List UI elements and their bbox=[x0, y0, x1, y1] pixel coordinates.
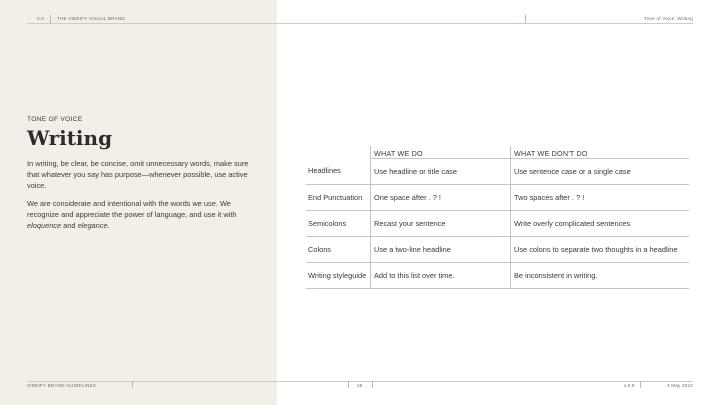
footer-rule bbox=[27, 381, 693, 382]
values-emphasis-eloquence: eloquence bbox=[27, 221, 62, 230]
header-section-title: THE VINEIFY VISUAL BRAND bbox=[57, 16, 125, 21]
table-header-blank bbox=[306, 146, 371, 159]
values-emphasis-elegance: elegance bbox=[77, 221, 108, 230]
footer-divider bbox=[372, 381, 373, 388]
header-divider bbox=[50, 15, 51, 23]
header-breadcrumb: Tone of Voice: Writing bbox=[644, 16, 693, 21]
footer-date: 3 May 2022 bbox=[666, 383, 693, 388]
intro-paragraph: In writing, be clear, be concise, omit unnecessary words, make sure that whatever you say has purpose—whenever possible, use active voice. bbox=[27, 159, 249, 190]
header-page-ref: 0.0 bbox=[37, 16, 44, 21]
header-rule bbox=[27, 23, 693, 24]
table-header-dont: WHAT WE DON'T DO bbox=[511, 146, 690, 159]
header-divider-right bbox=[525, 15, 526, 23]
row-dont-cell: Two spaces after . ? ! bbox=[511, 185, 690, 211]
row-label: Semicolons bbox=[306, 211, 371, 237]
row-dont-cell: Use colons to separate two thoughts in a headline bbox=[511, 237, 690, 263]
row-do-cell: Use a two-line headline bbox=[371, 237, 511, 263]
row-do-cell: One space after . ? ! bbox=[371, 185, 511, 211]
table-row bbox=[306, 237, 689, 263]
values-paragraph bbox=[27, 198, 252, 231]
footer-divider bbox=[132, 381, 133, 388]
table-header-row bbox=[306, 146, 689, 159]
footer-divider bbox=[348, 381, 349, 388]
footer-doc-title: VINEIFY BRAND GUIDELINES bbox=[27, 383, 97, 388]
table-row bbox=[306, 159, 689, 185]
row-do-cell: Use headline or title case bbox=[371, 159, 511, 185]
row-label: Headlines bbox=[306, 159, 371, 185]
section-kicker: TONE OF VOICE bbox=[27, 116, 83, 123]
row-do-cell: Recast your sentence bbox=[371, 211, 511, 237]
row-dont-cell: Write overly complicated sentences bbox=[511, 211, 690, 237]
table-header-do: WHAT WE DO bbox=[371, 146, 511, 159]
row-label: Writing styleguide bbox=[306, 263, 371, 289]
footer-divider bbox=[640, 381, 641, 388]
values-paragraph-lead: We are considerate and intentional with the words we use. We recognize and appreciate the power of language, and use it with bbox=[27, 199, 237, 219]
values-paragraph-mid: and bbox=[61, 221, 78, 230]
page-title: Writing bbox=[27, 126, 113, 150]
table-row bbox=[306, 263, 689, 289]
row-do-cell: Add to this list over time. bbox=[371, 263, 511, 289]
row-label: Colons bbox=[306, 237, 371, 263]
row-label: End Punctuation bbox=[306, 185, 371, 211]
footer-page-number: 25 bbox=[357, 383, 363, 388]
row-dont-cell: Use sentence case or a single case bbox=[511, 159, 690, 185]
table-row bbox=[306, 211, 689, 237]
row-dont-cell: Be inconsistent in writing. bbox=[511, 263, 690, 289]
values-paragraph-end: . bbox=[107, 221, 110, 230]
table-row bbox=[306, 185, 689, 211]
footer-version: v.0.9 bbox=[624, 383, 635, 388]
writing-rules-table bbox=[306, 146, 689, 289]
